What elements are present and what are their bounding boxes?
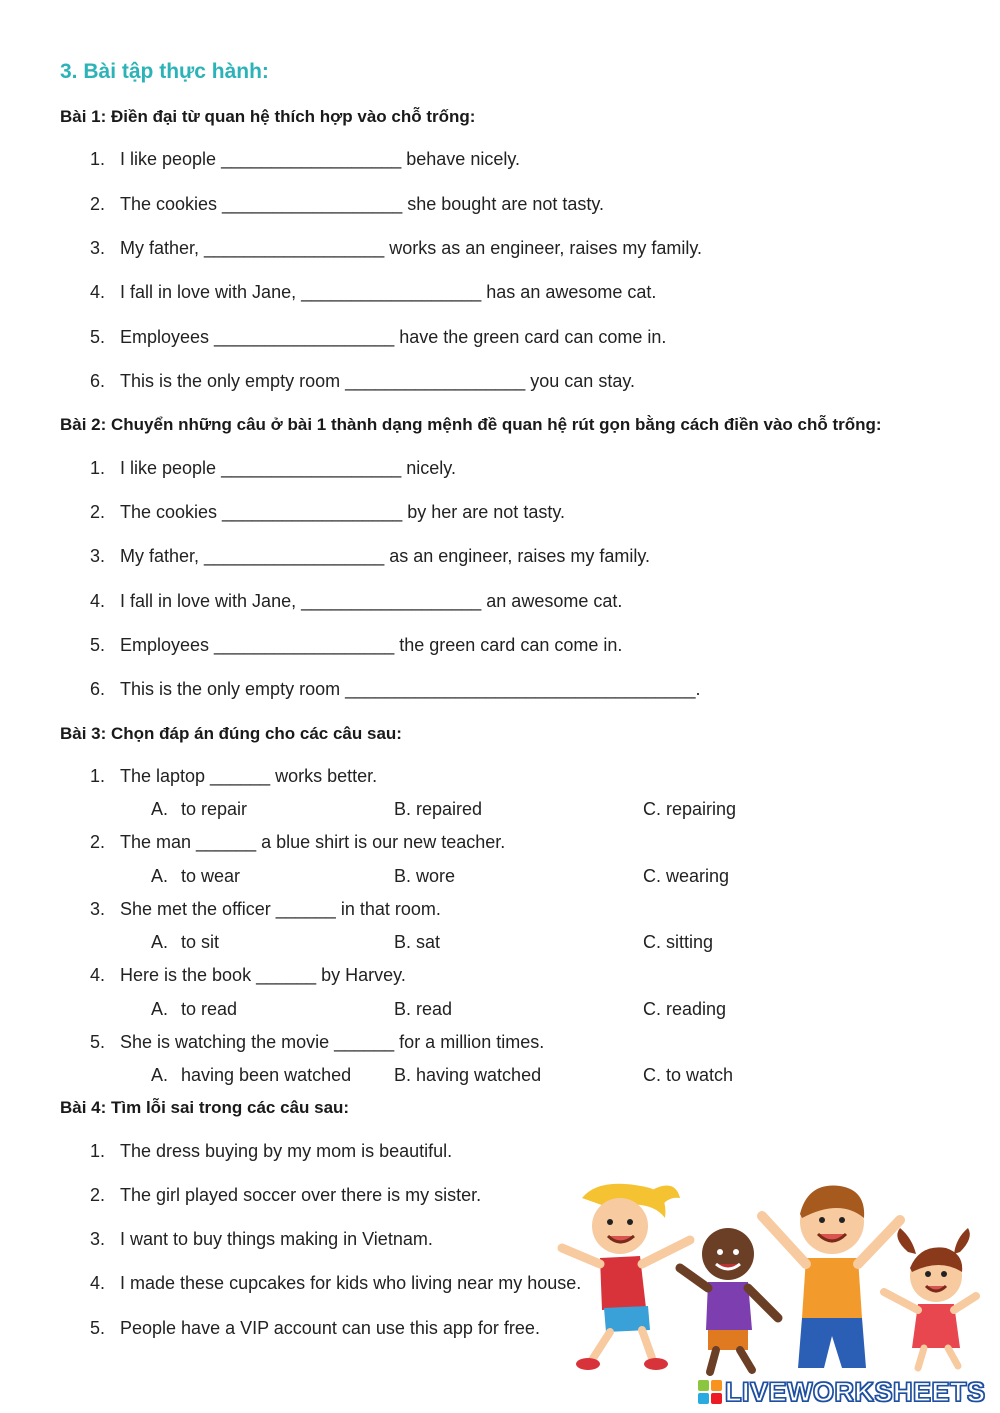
option-b[interactable]: B. repaired [394, 799, 483, 819]
question-text: She met the officer ______ in that room. [120, 899, 441, 919]
option-c[interactable]: C. repairing [643, 799, 737, 819]
item-text: I want to buy things making in Vietnam. [120, 1229, 433, 1249]
option-letter: A. [151, 932, 169, 952]
item-number: 6. [90, 371, 106, 391]
option-a[interactable] [151, 1065, 351, 1086]
option-text: to sit [181, 932, 220, 952]
ex2-item [90, 546, 650, 567]
option-b[interactable]: B. having watched [394, 1065, 542, 1085]
ex2-item [90, 502, 565, 523]
option-a[interactable] [151, 999, 237, 1020]
ex4-item [90, 1229, 433, 1250]
item-number: 1. [90, 1141, 106, 1161]
ex1-item [90, 238, 702, 259]
item-number: 6. [90, 679, 106, 699]
item-text: My father, __________________ works as an engineer, raises my family. [120, 238, 703, 258]
item-number: 4. [90, 965, 106, 985]
item-number: 3. [90, 238, 106, 258]
option-letter: A. [151, 999, 169, 1019]
item-text: People have a VIP account can use this app for free. [120, 1318, 540, 1338]
ex3-question [90, 766, 377, 787]
item-number: 5. [90, 1032, 106, 1052]
option-text: having been watched [181, 1065, 352, 1085]
option-b[interactable]: B. wore [394, 866, 456, 886]
option-letter: A. [151, 1065, 169, 1085]
option-b[interactable]: B. read [394, 999, 453, 1019]
exercise-3-heading: Bài 3: Chọn đáp án đúng cho các câu sau: [60, 724, 402, 743]
ex1-item [90, 149, 520, 170]
ex2-item [90, 679, 700, 700]
item-number: 2. [90, 1185, 106, 1205]
ex1-item [90, 371, 635, 392]
item-number: 3. [90, 899, 106, 919]
item-number: 4. [90, 282, 106, 302]
section-title: 3. Bài tập thực hành: [60, 60, 269, 83]
kid-boy-purple [680, 1228, 778, 1372]
kids-jumping-illustration [540, 1168, 980, 1378]
item-number: 4. [90, 1273, 106, 1293]
ex4-item [90, 1185, 481, 1206]
ex3-question [90, 965, 406, 986]
exercise-2-heading: Bài 2: Chuyển những câu ở bài 1 thành dạng mệnh đề quan hệ rút gọn bằng cách điền vào chỗ trống: [60, 415, 882, 434]
item-text: I like people __________________ nicely. [120, 458, 456, 478]
question-text: She is watching the movie ______ for a million times. [120, 1032, 545, 1052]
ex1-item [90, 282, 656, 303]
option-c[interactable]: C. sitting [643, 932, 714, 952]
option-c[interactable]: C. to watch [643, 1065, 734, 1085]
ex4-item [90, 1273, 581, 1294]
item-text: I like people __________________ behave nicely. [120, 149, 520, 169]
item-text: Employees __________________ the green card can come in. [120, 635, 623, 655]
ex4-item [90, 1318, 540, 1339]
option-a[interactable] [151, 799, 247, 820]
option-a[interactable] [151, 932, 219, 953]
ex3-question [90, 832, 505, 853]
item-number: 2. [90, 832, 106, 852]
item-number: 2. [90, 194, 106, 214]
item-number: 4. [90, 591, 106, 611]
option-letter: A. [151, 866, 169, 886]
item-text: The dress buying by my mom is beautiful. [120, 1141, 453, 1161]
item-text: I fall in love with Jane, __________________ an awesome cat. [120, 591, 623, 611]
item-text: My father, __________________ as an engineer, raises my family. [120, 546, 651, 566]
ex1-item [90, 194, 604, 215]
item-text: I made these cupcakes for kids who living near my house. [120, 1273, 582, 1293]
ex2-item [90, 591, 622, 612]
option-a[interactable] [151, 866, 240, 887]
kid-boy-orange [762, 1186, 900, 1368]
ex3-question [90, 899, 441, 920]
option-text: to repair [181, 799, 248, 819]
brand-name: LIVEWORKSHEETS [725, 1376, 986, 1407]
ex1-item [90, 327, 666, 348]
item-text: The girl played soccer over there is my sister. [120, 1185, 482, 1205]
item-text: This is the only empty room __________________ you can stay. [120, 371, 635, 391]
item-number: 3. [90, 1229, 106, 1249]
ex4-item [90, 1141, 452, 1162]
item-number: 5. [90, 1318, 106, 1338]
kid-girl-blonde [562, 1184, 690, 1370]
item-number: 3. [90, 546, 106, 566]
item-text: I fall in love with Jane, __________________ has an awesome cat. [120, 282, 657, 302]
item-number: 1. [90, 458, 106, 478]
kid-girl-pink [884, 1228, 976, 1368]
question-text: Here is the book ______ by Harvey. [120, 965, 406, 985]
option-c[interactable]: C. wearing [643, 866, 730, 886]
ex3-question [90, 1032, 544, 1053]
item-number: 5. [90, 327, 106, 347]
item-text: This is the only empty room ___________________________________. [120, 679, 701, 699]
exercise-4-heading: Bài 4: Tìm lỗi sai trong các câu sau: [60, 1098, 350, 1117]
question-text: The man ______ a blue shirt is our new teacher. [120, 832, 506, 852]
liveworksheets-logo-icon [697, 1379, 723, 1405]
liveworksheets-brand [697, 1375, 986, 1409]
item-number: 2. [90, 502, 106, 522]
question-text: The laptop ______ works better. [120, 766, 378, 786]
item-number: 1. [90, 149, 106, 169]
option-letter: A. [151, 799, 169, 819]
item-number: 1. [90, 766, 106, 786]
option-b[interactable]: B. sat [394, 932, 441, 952]
ex2-item [90, 458, 456, 479]
item-number: 5. [90, 635, 106, 655]
item-text: The cookies __________________ by her are not tasty. [120, 502, 565, 522]
option-c[interactable]: C. reading [643, 999, 727, 1019]
item-text: Employees __________________ have the green card can come in. [120, 327, 667, 347]
option-text: to read [181, 999, 238, 1019]
option-text: to wear [181, 866, 241, 886]
exercise-1-heading: Bài 1: Điền đại từ quan hệ thích hợp vào chỗ trống: [60, 107, 476, 126]
ex2-item [90, 635, 622, 656]
item-text: The cookies __________________ she bought are not tasty. [120, 194, 605, 214]
